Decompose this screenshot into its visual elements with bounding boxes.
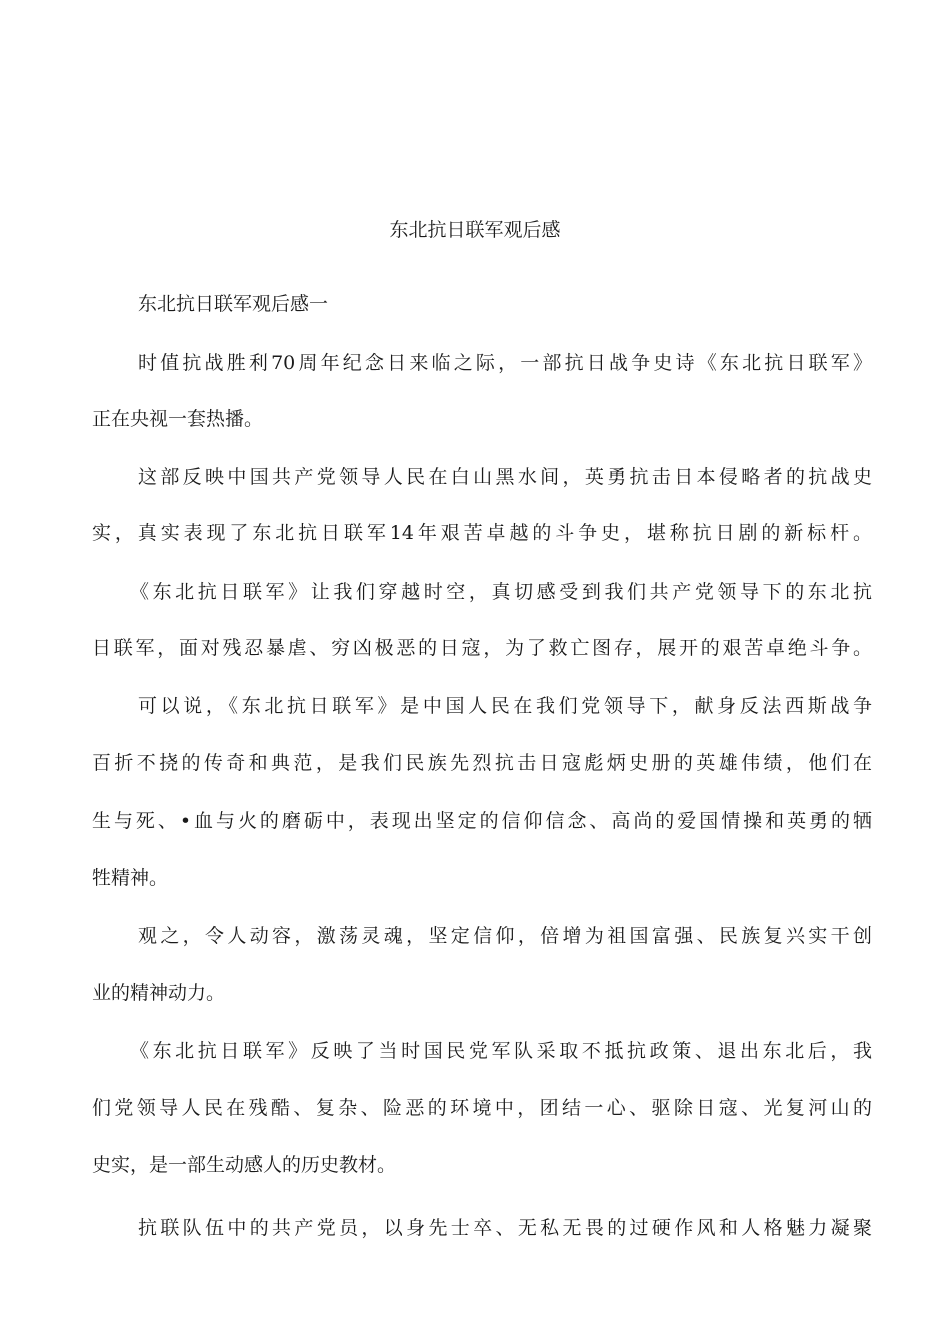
paragraph-line: 可以说，《东北抗日联军》是中国人民在我们党领导下，献身反法西斯战争	[138, 695, 872, 717]
paragraph-line: 《东北抗日联军》反映了当时国民党军队采取不抵抗政策、退出东北后，我	[130, 1040, 872, 1062]
paragraph-line: 观之，令人动容，激荡灵魂，坚定信仰，倍增为祖国富强、民族复兴实干创	[138, 925, 872, 947]
paragraph-line: 这部反映中国共产党领导人民在白山黑水间，英勇抗击日本侵略者的抗战史	[138, 466, 872, 488]
paragraph-line: 《东北抗日联军》让我们穿越时空，真切感受到我们共产党领导下的东北抗	[130, 581, 872, 603]
paragraph-line: 史实，是一部生动感人的历史教材。	[92, 1154, 397, 1176]
paragraph-line: 牲精神。	[92, 867, 169, 889]
paragraph-line: 生与死、•血与火的磨砺中，表现出坚定的信仰信念、高尚的爱国情操和英勇的牺	[92, 810, 872, 832]
paragraph-line: 日联军，面对残忍暴虐、穷凶极恶的日寇，为了救亡图存，展开的艰苦卓绝斗争。	[92, 637, 872, 659]
paragraph-line: 时值抗战胜利70周年纪念日来临之际，一部抗日战争史诗《东北抗日联军》	[138, 352, 872, 374]
paragraph-line: 百折不挠的传奇和典范，是我们民族先烈抗击日寇彪炳史册的英雄伟绩，他们在	[92, 752, 872, 774]
paragraph-line: 正在央视一套热播。	[92, 408, 264, 430]
paragraph-line: 抗联队伍中的共产党员，以身先士卒、无私无畏的过硬作风和人格魅力凝聚	[138, 1217, 872, 1239]
paragraph-line: 实，真实表现了东北抗日联军14年艰苦卓越的斗争史，堪称抗日剧的新标杆。	[92, 522, 872, 544]
paragraph-line: 们党领导人民在残酷、复杂、险恶的环境中，团结一心、驱除日寇、光复河山的	[92, 1097, 872, 1119]
document-title: 东北抗日联军观后感	[389, 219, 561, 241]
section-heading: 东北抗日联军观后感一	[138, 293, 329, 315]
paragraph-line: 业的精神动力。	[92, 982, 226, 1004]
